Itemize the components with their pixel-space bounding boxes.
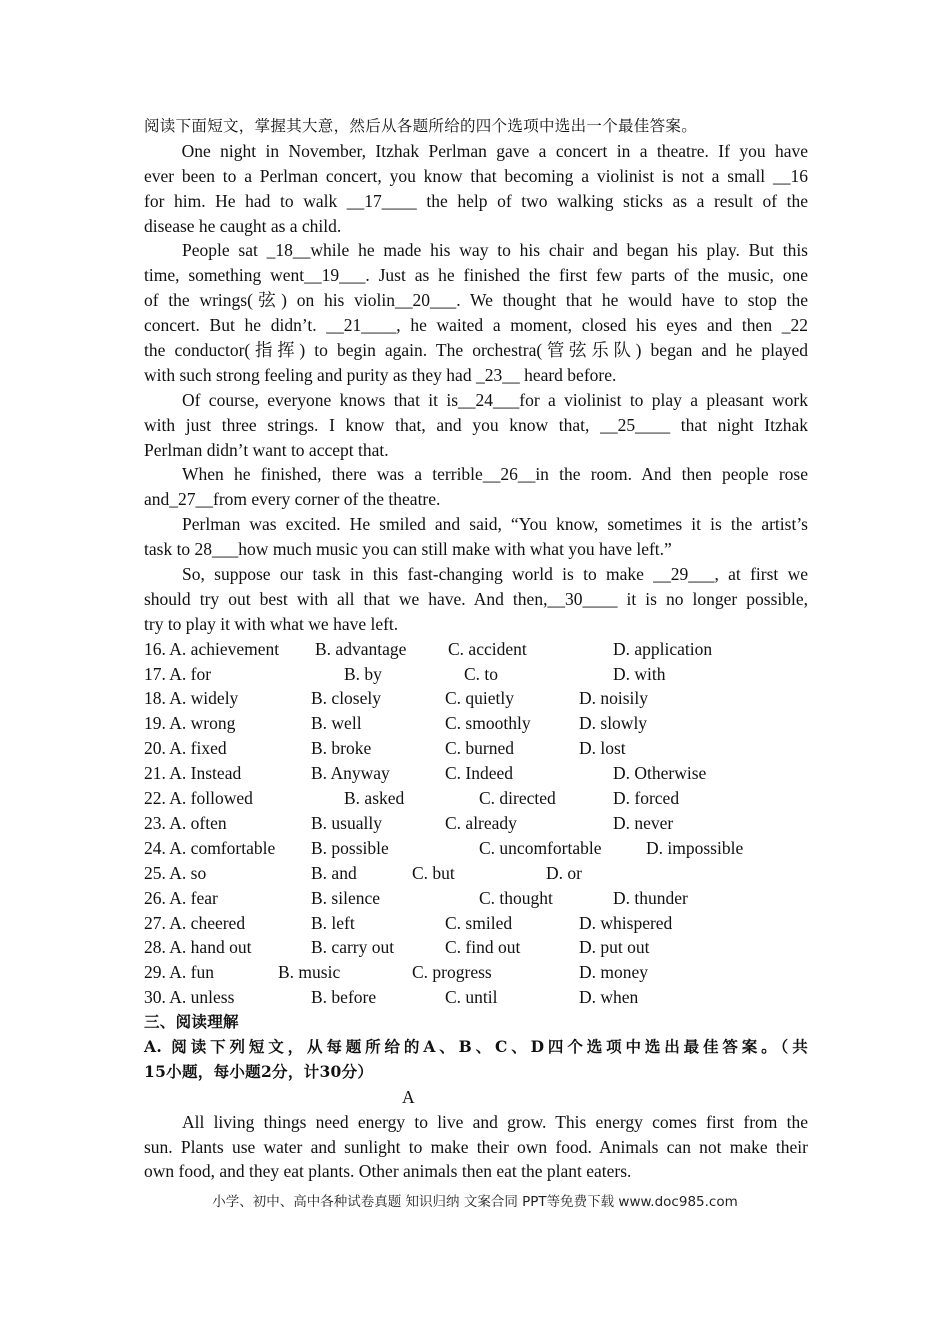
option-choice: D. noisily xyxy=(579,688,649,709)
option-choice: B. closely xyxy=(311,688,381,709)
passage-line: One night in November, Itzhak Perlman gave a concert in a theatre. If you have xyxy=(144,140,808,161)
option-choice: B. usually xyxy=(311,812,382,833)
passage-line: disease he caught as a child. xyxy=(144,215,342,236)
option-choice: B. music xyxy=(278,962,341,983)
exam-page xyxy=(144,114,808,1184)
option-choice: D. or xyxy=(546,862,582,883)
option-choice: 18. A. widely xyxy=(144,688,239,709)
option-choice: 24. A. comfortable xyxy=(144,837,276,858)
passage-line: When he finished, there was a terrible__26__in the room. And then people rose xyxy=(182,464,808,485)
option-choice: 20. A. fixed xyxy=(144,738,227,759)
passage-line: Perlman didn’t want to accept that. xyxy=(144,439,389,460)
option-choice: D. application xyxy=(613,638,713,659)
option-row xyxy=(144,811,808,836)
passage-line: for him. He had to walk __17____ the help of two walking sticks as a result of the xyxy=(144,190,808,211)
passage-a-label: A xyxy=(402,1086,415,1107)
option-row xyxy=(144,736,808,761)
passage-a-line: All living things need energy to live and grow. This energy comes first from the xyxy=(182,1111,808,1132)
option-choice: C. smoothly xyxy=(445,713,531,734)
option-choice: C. progress xyxy=(412,962,492,983)
page-footer: 小学、初中、高中各种试卷真题 知识归纳 文案合同 PPT等免费下载 www.doc985.com xyxy=(212,1194,738,1210)
option-choice: C. accident xyxy=(448,638,527,659)
option-choice: C. find out xyxy=(445,937,521,958)
option-choice: C. smiled xyxy=(445,912,513,933)
option-choice: B. advantage xyxy=(315,638,407,659)
passage-line: People sat _18__while he made his way to his chair and began his play. But this xyxy=(182,240,808,261)
option-choice: C. burned xyxy=(445,738,515,759)
option-row xyxy=(144,935,808,960)
option-choice: B. Anyway xyxy=(311,763,390,784)
option-choice: 29. A. fun xyxy=(144,962,214,983)
passage-line: So, suppose our task in this fast-changing world is to make __29___, at first we xyxy=(182,564,808,585)
option-choice: B. left xyxy=(311,912,355,933)
option-choice: 16. A. achievement xyxy=(144,638,280,659)
option-choice: D. thunder xyxy=(613,887,688,908)
option-choice: D. Otherwise xyxy=(613,763,707,784)
section-instruction-line-2: 15小题，每小题2分，计30分） xyxy=(144,1061,374,1081)
option-choice: C. directed xyxy=(479,788,556,809)
option-choice: B. possible xyxy=(311,837,389,858)
option-choice: C. until xyxy=(445,987,498,1008)
option-choice: D. put out xyxy=(579,937,650,958)
section-title: 三、阅读理解 xyxy=(144,1012,239,1032)
option-row xyxy=(144,960,808,985)
option-choice: D. when xyxy=(579,987,639,1008)
cloze-options xyxy=(144,637,808,1010)
option-choice: 22. A. followed xyxy=(144,788,253,809)
option-choice: D. never xyxy=(613,812,674,833)
passage-line: time, something went__19___. Just as he finished the first few parts of the music, one xyxy=(144,265,808,286)
option-choice: C. but xyxy=(412,862,455,883)
cloze-passage xyxy=(144,139,808,637)
passage-a-line: own food, and they eat plants. Other animals then eat the plant eaters. xyxy=(144,1161,632,1182)
option-choice: B. before xyxy=(311,987,377,1008)
option-choice: D. money xyxy=(579,962,649,983)
option-row xyxy=(144,637,808,662)
option-choice: B. broke xyxy=(311,738,372,759)
option-choice: D. slowly xyxy=(579,713,648,734)
option-choice: 23. A. often xyxy=(144,812,227,833)
option-choice: C. already xyxy=(445,812,517,833)
option-choice: B. by xyxy=(344,663,382,684)
option-choice: C. quietly xyxy=(445,688,515,709)
passage-line: with such strong feeling and purity as they had _23__ heard before. xyxy=(144,364,617,385)
option-choice: D. lost xyxy=(579,738,626,759)
option-choice: B. carry out xyxy=(311,937,395,958)
passage-a xyxy=(144,1110,808,1185)
passage-line: Perlman was excited. He smiled and said, “You know, sometimes it is the artist’s xyxy=(182,514,808,535)
option-choice: C. uncomfortable xyxy=(479,837,602,858)
passage-line: with just three strings. I know that, and you know that, __25____ that night Itzhak xyxy=(144,414,808,435)
option-row xyxy=(144,786,808,811)
option-row xyxy=(144,911,808,936)
option-choice: B. well xyxy=(311,713,362,734)
passage-a-line: sun. Plants use water and sunlight to make their own food. Animals can not make their xyxy=(144,1136,808,1157)
passage-line: should try out best with all that we have. And then,__30____ it is no longer possible, xyxy=(144,588,808,609)
option-choice: C. thought xyxy=(479,887,553,908)
section-instruction-line-1: A. 阅读下列短文，从每题所给的A、B、C、D四个选项中选出最佳答案。（共 xyxy=(144,1036,808,1056)
option-choice: B. and xyxy=(311,862,357,883)
option-choice: B. asked xyxy=(344,788,405,809)
passage-line: concert. But he didn’t. __21____, he waited a moment, closed his eyes and then _22 xyxy=(144,315,808,336)
option-choice: D. with xyxy=(613,663,666,684)
option-row xyxy=(144,662,808,687)
passage-line: task to 28___how much music you can still make with what you have left.” xyxy=(144,539,672,560)
option-choice: C. to xyxy=(464,663,499,684)
option-row xyxy=(144,886,808,911)
option-row xyxy=(144,711,808,736)
option-row xyxy=(144,761,808,786)
option-choice: 27. A. cheered xyxy=(144,912,246,933)
option-row xyxy=(144,861,808,886)
passage-line: try to play it with what we have left. xyxy=(144,613,399,634)
option-row xyxy=(144,985,808,1010)
option-choice: 26. A. fear xyxy=(144,887,218,908)
option-choice: 30. A. unless xyxy=(144,987,235,1008)
option-choice: 21. A. Instead xyxy=(144,763,242,784)
option-row xyxy=(144,686,808,711)
option-choice: 25. A. so xyxy=(144,862,207,883)
passage-line: ever been to a Perlman concert, you know that becoming a violinist is not a small __16 xyxy=(144,165,808,186)
option-row xyxy=(144,836,808,861)
option-choice: 28. A. hand out xyxy=(144,937,252,958)
passage-line: Of course, everyone knows that it is__24___for a violinist to play a pleasant work xyxy=(182,389,808,410)
option-choice: D. forced xyxy=(613,788,680,809)
option-choice: 19. A. wrong xyxy=(144,713,236,734)
option-choice: B. silence xyxy=(311,887,381,908)
option-choice: D. impossible xyxy=(646,837,744,858)
passage-line: the conductor(指挥) to begin again. The orchestra(管弦乐队) began and he played xyxy=(144,340,808,361)
option-choice: 17. A. for xyxy=(144,663,212,684)
cloze-instruction: 阅读下面短文，掌握其大意，然后从各题所给的四个选项中选出一个最佳答案。 xyxy=(144,117,698,135)
option-choice: D. whispered xyxy=(579,912,673,933)
passage-line: and_27__from every corner of the theatre. xyxy=(144,489,441,510)
passage-line: of the wrings(弦) on his violin__20___. We thought that he would have to stop the xyxy=(144,290,808,311)
option-choice: C. Indeed xyxy=(445,763,514,784)
